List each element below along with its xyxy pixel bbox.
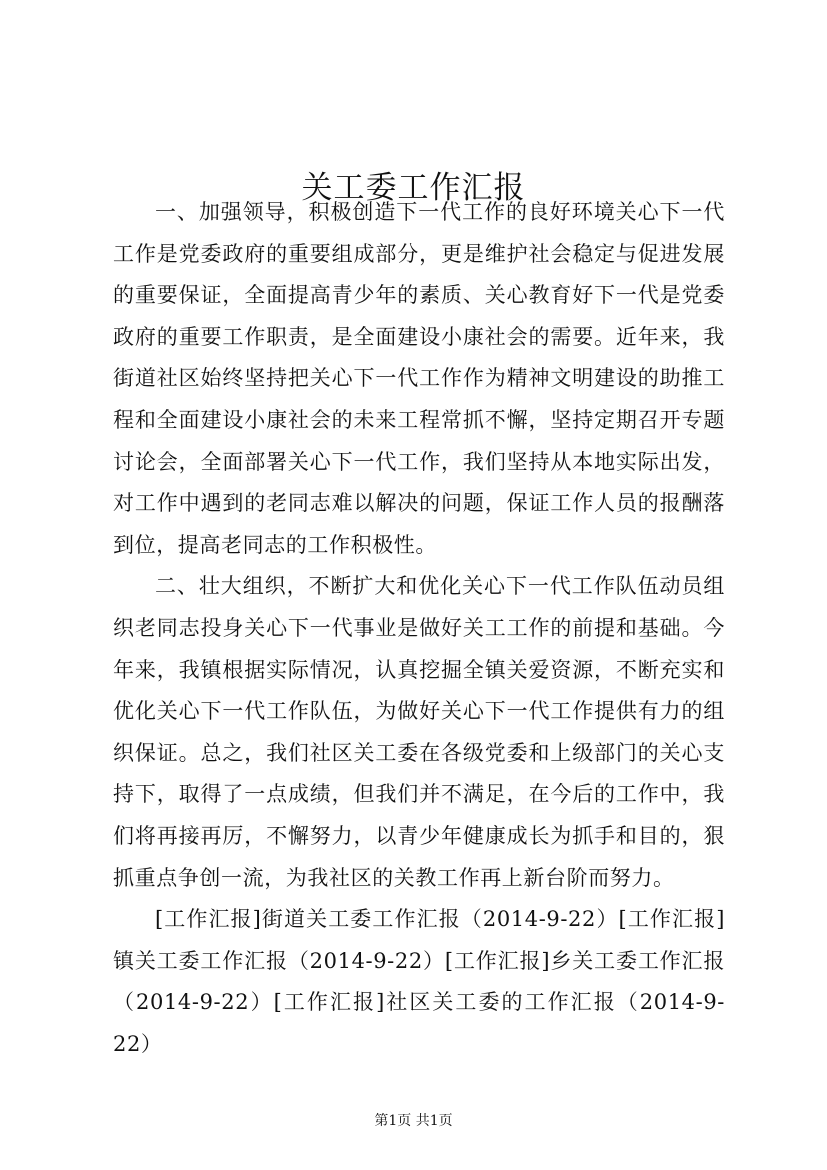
document-title: 关工委工作汇报 — [301, 169, 526, 206]
paragraph-1: 一、加强领导，积极创造下一代工作的良好环境关心下一代工作是党委政府的重要组成部分，更是维护社会稳定与促进发展的重要保证，全面提高青少年的素质、关心教育好下一代是党委政府的重要工作职责，是全面建设小康社会的需要。近年来，我街道社区始终坚持把关心下一代工作作为精神文明建设的助推工程和全面建设小康社会的未来工程常抓不懈，坚持定期召开专题讨论会，全面部署关心下一代工作，我们坚持从本地实际出发，对工作中遇到的老同志难以解决的问题，保证工作人员的报酬落到位，提高老同志的工作积极性。 — [113, 200, 725, 557]
page-footer: 第1页 共1页 — [374, 1113, 453, 1129]
paragraph-2: 二、壮大组织，不断扩大和优化关心下一代工作队伍动员组织老同志投身关心下一代事业是做好关工工作的前提和基础。今年来，我镇根据实际情况，认真挖掘全镇关爱资源，不断充实和优化关心下一代工作队伍，为做好关心下一代工作提供有力的组织保证。总之，我们社区关工委在各级党委和上级部门的关心支持下，取得了一点成绩，但我们并不满足，在今后的工作中，我们将再接再厉，不懈努力，以青少年健康成长为抓手和目的，狠抓重点争创一流，为我社区的关教工作再上新台阶而努力。 — [113, 574, 725, 890]
paragraph-3-related-links: [工作汇报]街道关工委工作汇报（2014-9-22）[工作汇报]镇关工委工作汇报（2014-9-22）[工作汇报]乡关工委工作汇报（2014-9-22）[工作汇报]社区关工委的工作汇报（2014-9-22） — [113, 907, 725, 1056]
document-body — [113, 192, 725, 1065]
